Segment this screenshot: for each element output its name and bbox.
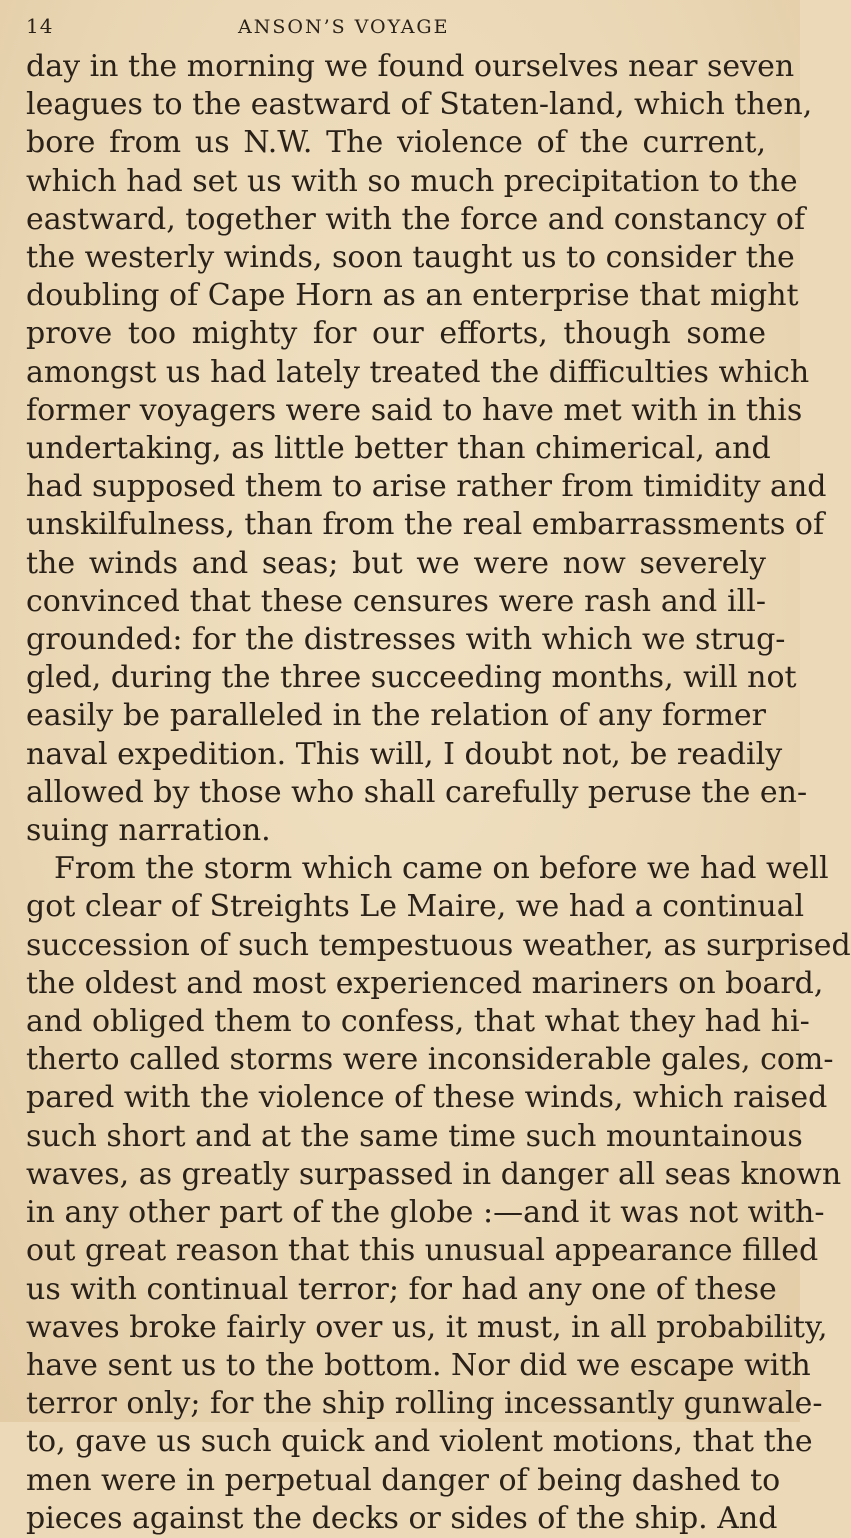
text-line: pieces against the decks or sides of the ship. And [26,1500,778,1536]
text-line: the westerly winds, soon taught us to consider the [26,240,795,276]
text-line: allowed by those who shall carefully peruse the en- [26,774,808,810]
text-line: out great reason that this unusual appearance filled [26,1233,819,1269]
text-line: former voyagers were said to have met with in this [26,392,803,428]
body-text [26,48,851,1538]
text-line: in any other part of the globe :—and it was not with- [26,1195,825,1231]
text-line: naval expedition. This will, I doubt not, be readily [26,736,783,772]
page-header [26,14,766,48]
text-line: men were in perpetual danger of being dashed to [26,1462,781,1498]
text-line: waves broke fairly over us, it must, in all probability, [26,1309,828,1345]
text-line: gled, during the three succeeding months, will not [26,660,797,696]
text-line: which had set us with so much precipitation to the [26,163,798,199]
text-line: suing narration. [26,813,271,849]
text-line: convinced that these censures were rash and ill- [26,583,766,619]
text-line: have sent us to the bottom. Nor did we escape with [26,1347,811,1383]
text-line: amongst us had lately treated the difficulties which [26,354,810,390]
text-line: had supposed them to arise rather from timidity and [26,469,827,505]
paragraph [26,850,851,1538]
text-line: terror only; for the ship rolling incessantly gunwale- [26,1386,823,1422]
page-number: 14 [26,14,54,38]
text-line: succession of such tempestuous weather, as surprised [26,927,851,963]
text-line: eastward, together with the force and constancy of [26,201,806,237]
text-line: undertaking, as little better than chimerical, and [26,431,771,467]
text-line: unskilfulness, than from the real embarrassments of [26,507,825,543]
text-line: the winds and seas; but we were now severely [26,545,766,581]
text-line: doubling of Cape Horn as an enterprise that might [26,278,799,314]
text-line: waves, as greatly surpassed in danger all seas known [26,1156,842,1192]
text-line: bore from us N.W. The violence of the current, [26,125,766,161]
text-line: got clear of Streights Le Maire, we had a continual [26,889,805,925]
text-line: grounded: for the distresses with which we strug- [26,622,786,658]
running-title: ANSON’S VOYAGE [238,16,450,38]
text-line: such short and at the same time such mountainous [26,1118,803,1154]
text-line: day in the morning we found ourselves near seven [26,49,795,84]
text-line: prove too mighty for our efforts, though some [26,316,766,352]
text-line: pared with the violence of these winds, which raised [26,1080,828,1116]
text-line: From the storm which came on before we had well [54,851,829,887]
paragraph [26,48,827,850]
text-line: us with continual terror; for had any one of these [26,1271,777,1307]
text-line: therto called storms were inconsiderable gales, com- [26,1042,834,1078]
text-line: easily be paralleled in the relation of any former [26,698,766,734]
text-line: leagues to the eastward of Staten-land, which then, [26,87,813,123]
text-line: the oldest and most experienced mariners on board, [26,965,824,1001]
text-line: to, gave us such quick and violent motions, that the [26,1424,813,1460]
text-line: and obliged them to confess, that what they had hi- [26,1004,810,1040]
